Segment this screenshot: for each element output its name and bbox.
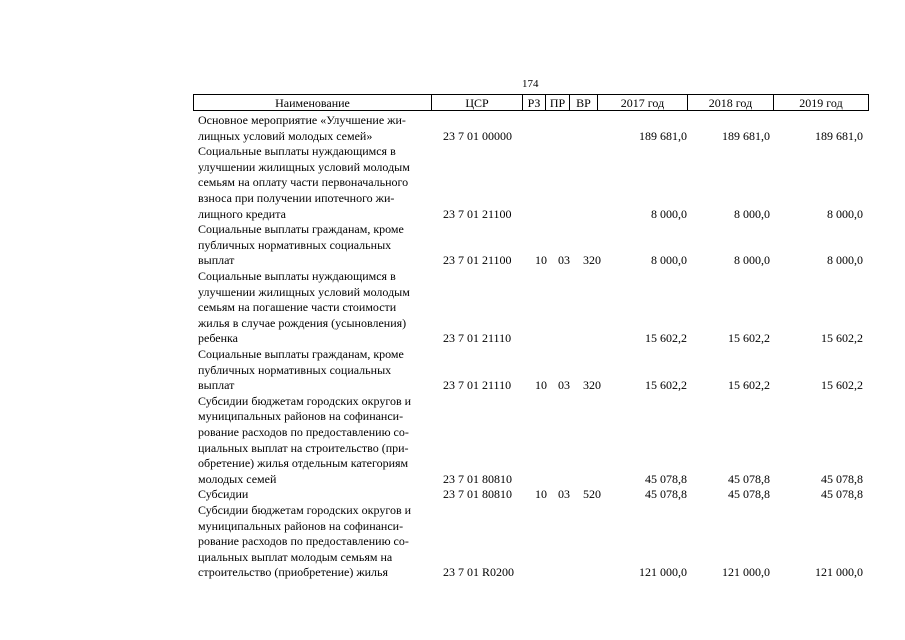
row-value-2019: 8 000,0 xyxy=(827,206,863,221)
row-value-2018: 189 681,0 xyxy=(722,128,770,143)
header-rz: РЗ xyxy=(523,95,546,110)
row-value-2018: 15 602,2 xyxy=(728,378,770,393)
row-value-2019: 8 000,0 xyxy=(827,253,863,268)
row-name-line: строительство (приобретение) жилья xyxy=(198,565,389,580)
row-value-2017: 189 681,0 xyxy=(639,128,687,143)
row-name-line: муниципальных районов на софинанси- xyxy=(198,409,404,424)
row-pr: 03 xyxy=(558,253,570,268)
row-name-line: Субсидии бюджетам городских округов и xyxy=(198,503,412,517)
row-csr: 23 7 01 80810 xyxy=(443,471,512,486)
row-value-2019: 189 681,0 xyxy=(815,128,863,143)
row-name-line: Социальные выплаты нуждающимся в xyxy=(198,269,396,283)
row-name-line: жилья в случае рождения (усыновления) xyxy=(198,315,407,330)
row-name-line: обретение) жилья отдельным категориям xyxy=(198,456,409,471)
row-name-line: лищного кредита xyxy=(198,206,286,221)
row-value-2019: 45 078,8 xyxy=(821,487,863,502)
row-name-line: семьям на погашение части стоимости xyxy=(198,300,397,315)
header-2017: 2017 год xyxy=(598,95,688,110)
row-csr: 23 7 01 21110 xyxy=(443,331,512,346)
row-csr: 23 7 01 00000 xyxy=(443,128,512,143)
row-value-2018: 15 602,2 xyxy=(728,331,770,346)
row-csr: 23 7 01 80810 xyxy=(443,487,512,502)
header-2019: 2019 год xyxy=(799,96,843,110)
row-csr: 23 7 01 21100 xyxy=(443,206,512,221)
row-name-line: публичных нормативных социальных xyxy=(198,237,392,252)
row-pr: 03 xyxy=(558,487,570,502)
row-name-line: семьям на оплату части первоначального xyxy=(198,175,409,190)
row-name-line: Субсидии xyxy=(198,487,249,502)
row-value-2017: 45 078,8 xyxy=(645,471,687,486)
row-name-line: Субсидии бюджетам городских округов и xyxy=(198,393,412,408)
row-name-line: молодых семей xyxy=(198,471,277,486)
row-value-2017: 15 602,2 xyxy=(645,378,687,393)
header-name: Наименование xyxy=(194,95,432,110)
row-rz: 10 xyxy=(535,253,547,268)
row-value-2019: 15 602,2 xyxy=(821,331,863,346)
row-name-line: циальных выплат на строительство (при- xyxy=(198,440,409,455)
row-name-line: рование расходов по предоставлению со- xyxy=(198,425,409,439)
row-value-2017: 8 000,0 xyxy=(651,253,687,268)
row-csr: 23 7 01 21100 xyxy=(443,253,512,268)
row-name-line: рование расходов по предоставлению со- xyxy=(198,534,409,549)
row-name-line: лищных условий молодых семей» xyxy=(198,128,373,143)
row-name-line: ребенка xyxy=(198,331,238,346)
row-value-2017: 8 000,0 xyxy=(651,206,687,221)
row-name-line: публичных нормативных социальных xyxy=(198,362,392,377)
row-value-2018: 8 000,0 xyxy=(734,206,770,221)
row-name-line: Основное мероприятие «Улучшение жи- xyxy=(198,113,406,127)
header-csr: ЦСР xyxy=(432,95,523,110)
row-rz: 10 xyxy=(535,487,547,502)
row-rz: 10 xyxy=(535,378,547,393)
row-name-line: выплат xyxy=(198,253,235,268)
row-pr: 03 xyxy=(558,378,570,393)
header-vr: ВР xyxy=(570,95,598,110)
row-name-line: выплат xyxy=(198,378,235,393)
row-csr: 23 7 01 21110 xyxy=(443,378,512,393)
row-name-line: улучшении жилищных условий молодым xyxy=(198,284,410,299)
row-name-line: Социальные выплаты гражданам, кроме xyxy=(198,222,404,237)
row-csr: 23 7 01 R0200 xyxy=(443,565,515,580)
row-value-2018: 45 078,8 xyxy=(728,471,770,486)
row-value-2019: 121 000,0 xyxy=(815,565,863,580)
row-name-line: циальных выплат молодым семьям на xyxy=(198,549,393,564)
header-pr: ПР xyxy=(546,95,570,110)
row-value-2017: 121 000,0 xyxy=(639,565,687,580)
row-value-2018: 121 000,0 xyxy=(722,565,770,580)
row-name-line: Социальные выплаты гражданам, кроме xyxy=(198,347,404,361)
row-value-2017: 45 078,8 xyxy=(645,487,687,502)
row-value-2019: 15 602,2 xyxy=(821,378,863,393)
header-2018: 2018 год xyxy=(688,95,774,110)
page-number: 174 xyxy=(522,78,539,90)
row-name-line: взноса при получении ипотечного жи- xyxy=(198,191,395,205)
row-name-line: муниципальных районов на софинанси- xyxy=(198,518,404,533)
row-vr: 320 xyxy=(583,253,601,268)
row-value-2018: 45 078,8 xyxy=(728,487,770,502)
row-name-line: улучшении жилищных условий молодым xyxy=(198,159,410,174)
row-vr: 320 xyxy=(583,378,601,393)
row-value-2018: 8 000,0 xyxy=(734,253,770,268)
row-name-line: Социальные выплаты нуждающимся в xyxy=(198,144,396,159)
row-value-2017: 15 602,2 xyxy=(645,331,687,346)
row-value-2019: 45 078,8 xyxy=(821,471,863,486)
row-vr: 520 xyxy=(583,487,601,502)
